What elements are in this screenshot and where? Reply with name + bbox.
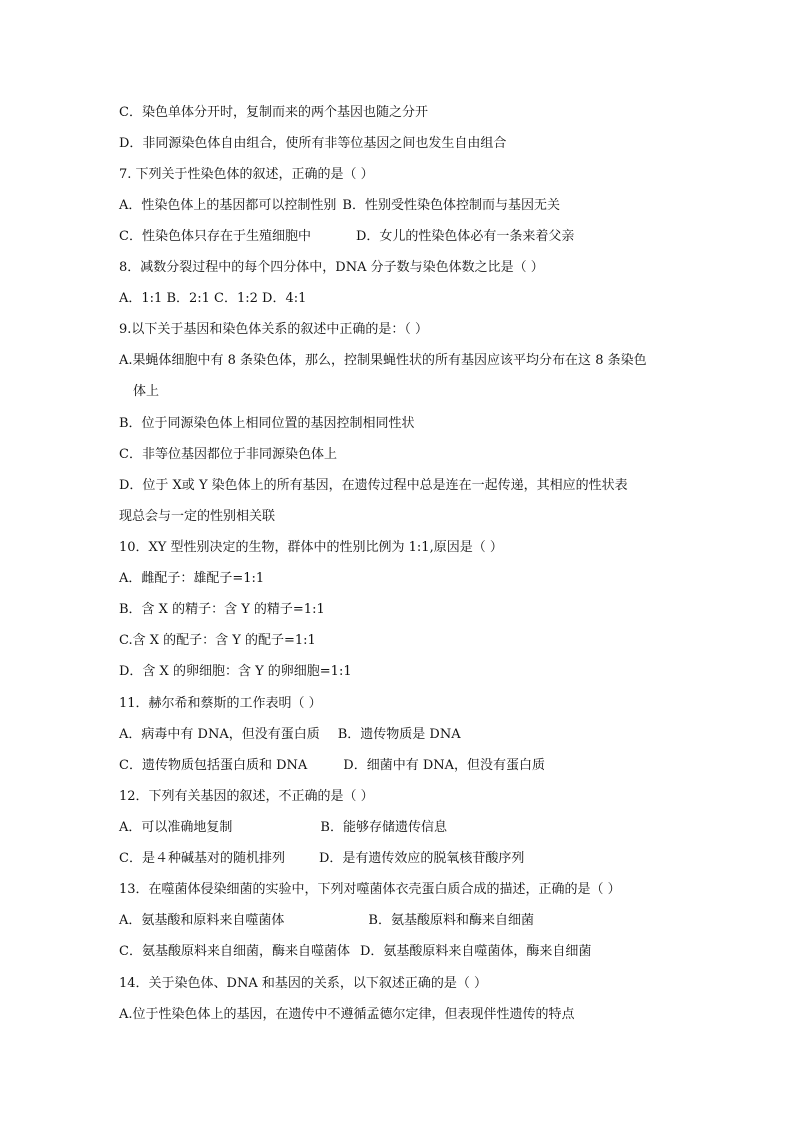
q13-option-c: C．氨基酸原料来自细菌，酶来自噬菌体 <box>119 944 350 959</box>
q12-option-a: A．可以准确地复制 <box>119 820 233 835</box>
q10-option-d: D．含 X 的卵细胞：含 Y 的卵细胞=1:1 <box>119 664 352 679</box>
q9-option-b: B．位于同源染色体上相同位置的基因控制相同性状 <box>119 416 415 431</box>
q6-option-c: C．染色单体分开时，复制而来的两个基因也随之分开 <box>119 105 428 120</box>
q13-option-d: D．氨基酸原料来自噬菌体，酶来自细菌 <box>359 944 592 959</box>
q7-options-ab <box>119 197 689 215</box>
q7-options-cd <box>119 228 689 246</box>
q7-stem: 7. 下列关于性染色体的叙述，正确的是（ ） <box>119 167 374 182</box>
q7-option-c: C．性染色体只存在于生殖细胞中 <box>119 229 311 244</box>
q12-options-cd <box>119 850 689 868</box>
q13-options-cd <box>119 943 689 961</box>
q11-option-a: A．病毒中有 DNA，但没有蛋白质 <box>119 727 320 742</box>
q13-option-b: B．氨基酸原料和酶来自细菌 <box>368 913 534 928</box>
q12-option-c: C．是４种碱基对的随机排列 <box>119 851 285 866</box>
q11-stem: 11．赫尔希和蔡斯的工作表明（ ） <box>119 696 322 711</box>
q9-option-d: D．位于 X或 Y 染色体上的所有基因，在遗传过程中总是连在一起传递，其相应的性状表 <box>119 478 628 493</box>
q7-option-a: A．性染色体上的基因都可以控制性别 <box>119 198 337 213</box>
q10-option-c: C.含 X 的配子：含 Y 的配子=1:1 <box>119 633 316 648</box>
q12-option-d: D．是有遗传效应的脱氧核苷酸序列 <box>318 851 525 866</box>
q9-stem: 9.以下关于基因和染色体关系的叙述中正确的是：（ ） <box>119 322 429 337</box>
q12-options-ab <box>119 819 689 837</box>
q11-option-c: C．遗传物质包括蛋白质和 DNA <box>119 758 308 773</box>
q11-options-ab <box>119 726 689 744</box>
q14-stem: 14．关于染色体、DNA 和基因的关系，以下叙述正确的是（ ） <box>119 976 487 991</box>
q13-stem: 13．在噬菌体侵染细菌的实验中，下列对噬菌体衣壳蛋白质合成的描述，正确的是（ ） <box>119 882 621 897</box>
q11-option-b: B．遗传物质是 DNA <box>337 727 461 742</box>
q9-option-d-continued: 现总会与一定的性别相关联 <box>119 509 276 524</box>
q11-option-d: D．细菌中有 DNA，但没有蛋白质 <box>343 758 546 773</box>
q14-option-a: A.位于性染色体上的基因，在遗传中不遵循孟德尔定律，但表现伴性遗传的特点 <box>119 1007 575 1022</box>
q13-option-a: A．氨基酸和原料来自噬菌体 <box>119 913 285 928</box>
q8-stem: 8．减数分裂过程中的每个四分体中，DNA 分子数与染色体数之比是（ ） <box>119 260 544 275</box>
q10-option-a: A．雌配子：雄配子=1:1 <box>119 571 265 586</box>
q9-option-a-continued: 体上 <box>133 384 160 399</box>
q7-option-b: B．性别受性染色体控制而与基因无关 <box>342 198 560 213</box>
q12-stem: 12．下列有关基因的叙述，不正确的是（ ） <box>119 789 374 804</box>
q10-option-b: B．含 X 的精子：含 Y 的精子=1:1 <box>119 602 325 617</box>
q10-stem: 10．XY 型性别决定的生物，群体中的性别比例为 1:1,原因是（ ） <box>119 540 503 555</box>
q9-option-c: C．非等位基因都位于非同源染色体上 <box>119 447 337 462</box>
q13-options-ab <box>119 912 689 930</box>
q8-options: A．1:1 B．2:1 C．1:2 D．4:1 <box>119 291 307 306</box>
q6-option-d: D．非同源染色体自由组合，使所有非等位基因之间也发生自由组合 <box>119 136 507 151</box>
q12-option-b: B．能够存储遗传信息 <box>320 820 447 835</box>
q11-options-cd <box>119 757 689 775</box>
q7-option-d: D．女儿的性染色体必有一条来着父亲 <box>355 229 575 244</box>
q9-option-a: A.果蝇体细胞中有 8 条染色体，那么，控制果蝇性状的所有基因应该平均分布在这 8 条染色 <box>119 353 647 368</box>
